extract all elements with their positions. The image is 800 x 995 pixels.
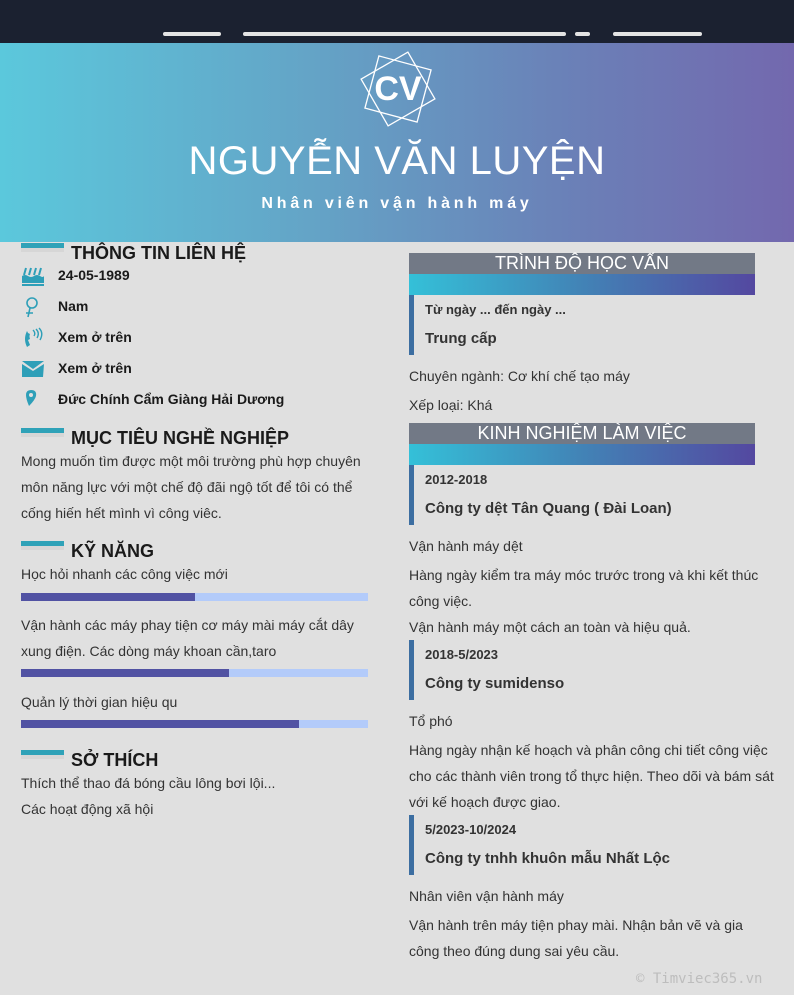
contact-birthday: 24-05-1989 (21, 265, 381, 289)
skill-name: Học hỏi nhanh các công việc mới (21, 566, 228, 582)
skill-name: Quản lý thời gian hiệu qu (21, 694, 178, 710)
experience-item: 2018-5/2023 Công ty sumidenso (409, 640, 769, 700)
experience-position: Nhân viên vận hành máy (409, 888, 564, 904)
birthday-cake-icon (21, 265, 45, 287)
cv-header (0, 43, 794, 242)
candidate-name: NGUYỄN VĂN LUYỆN (188, 139, 606, 183)
gender-icon (21, 296, 45, 318)
contact-email: Xem ở trên (21, 358, 381, 382)
email-icon (21, 358, 45, 380)
job-title: Nhân viên vận hành máy (261, 195, 533, 212)
skill-bar (21, 593, 368, 601)
skill-bar (21, 669, 368, 677)
education-major: Chuyên ngành: Cơ khí chế tạo máy (409, 368, 630, 384)
phone-icon (21, 327, 45, 349)
nav-placeholder (613, 32, 702, 36)
education-item: Từ ngày ... đến ngày ... Trung cấp (409, 295, 769, 355)
experience-position: Tổ phó (409, 713, 453, 729)
section-education-header: TRÌNH ĐỘ HỌC VẤN (409, 253, 755, 295)
top-bar (0, 0, 794, 43)
contact-phone: Xem ở trên (21, 327, 381, 351)
experience-item: 5/2023-10/2024 Công ty tnhh khuôn mẫu Nhất Lộc (409, 815, 769, 875)
watermark: © Timviec365.vn (636, 971, 763, 987)
cv-page: CV NGUYỄN VĂN LUYỆN Nhân viên vận hành máy THÔNG TIN LIÊN HỆ 24-05-1989 Nam Xem ở trên Xem ở trên Đức Chính Cẩm Giàng Hải Dương MỤC TIÊU NGHỀ NGHIỆP Mong muốn tìm được một môi trường phù hợp chuyên môn năng lực với một chế độ đãi ngộ tốt để tôi có thể cống hiến hết mình vì công viêc. KỸ NĂNG Học hỏi nhanh các công việc mới Vận hành các máy phay tiện cơ máy mài máy cắt dây xung điện. Các dòng máy khoan cần,taro Quản lý thời gian hiệu qu SỞ THÍCH Thích thể thao đá bóng cầu lông bơi lội... Các hoạt động xã hội TRÌNH ĐỘ HỌC VẤN Từ ngày ... đến ngày ... Trung cấp Chuyên ngành: Cơ khí chế tạo máy Xếp loại: Khá KINH NGHIỆM LÀM VIỆC 2012-2018 Công ty dệt Tân Quang ( Đài Loan) Vận hành máy dệt Hàng ngày kiểm tra máy móc trước trong và khi kết thúc công việc. Vận hành máy một cách an toàn và hiệu quả. 2018-5/2023 Công ty sumidenso Tổ phó Hàng ngày nhận kế hoạch và phân công chi tiết công việc cho các thành viên trong tổ thực hiện. Theo dõi và bám sát với kế hoạch được giao. 5/2023-10/2024 Công ty tnhh khuôn mẫu Nhất Lộc Nhân viên vận hành máy Vận hành trên máy tiện phay mài. Nhận bản vẽ và gia công theo đúng dung sai yêu cầu. © Timviec365.vn (0, 43, 794, 995)
skill-name: Vận hành các máy phay tiện cơ máy mài máy cắt dây xung điện. Các dòng máy khoan cần,taro (21, 617, 354, 659)
nav-placeholder (575, 32, 590, 36)
nav-placeholder (243, 32, 566, 36)
logo-text: CV (374, 70, 422, 108)
education-grade: Xếp loại: Khá (409, 397, 493, 413)
skill-bar (21, 720, 368, 728)
hobby-item: Các hoạt động xã hội (21, 801, 154, 817)
contact-gender: Nam (21, 296, 381, 320)
experience-item: 2012-2018 Công ty dệt Tân Quang ( Đài Loan) (409, 465, 769, 525)
experience-description: Hàng ngày nhận kế hoạch và phân công chi tiết công việc cho các thành viên trong tổ thực hiện. Theo dõi và bám sát với kế hoạch được giao. (409, 742, 774, 810)
objective-text: Mong muốn tìm được một môi trường phù hợp chuyên môn năng lực với một chế độ đãi ngộ tốt để tôi có thể cống hiến hết mình vì công viêc. (21, 453, 361, 521)
page-edge (794, 0, 800, 995)
hobby-item: Thích thể thao đá bóng cầu lông bơi lội... (21, 775, 276, 791)
experience-description: Hàng ngày kiểm tra máy móc trước trong và khi kết thúc công việc. (409, 567, 759, 609)
experience-description: Vận hành máy một cách an toàn và hiệu quả. (409, 619, 691, 635)
cv-logo (354, 45, 442, 133)
experience-description: Vận hành trên máy tiện phay mài. Nhận bản vẽ và gia công theo đúng dung sai yêu cầu. (409, 917, 743, 959)
nav-placeholder (163, 32, 221, 36)
contact-address: Đức Chính Cẩm Giàng Hải Dương (21, 389, 381, 413)
experience-position: Vận hành máy dệt (409, 538, 523, 554)
section-experience-header: KINH NGHIỆM LÀM VIỆC (409, 423, 755, 465)
location-pin-icon (21, 389, 45, 411)
